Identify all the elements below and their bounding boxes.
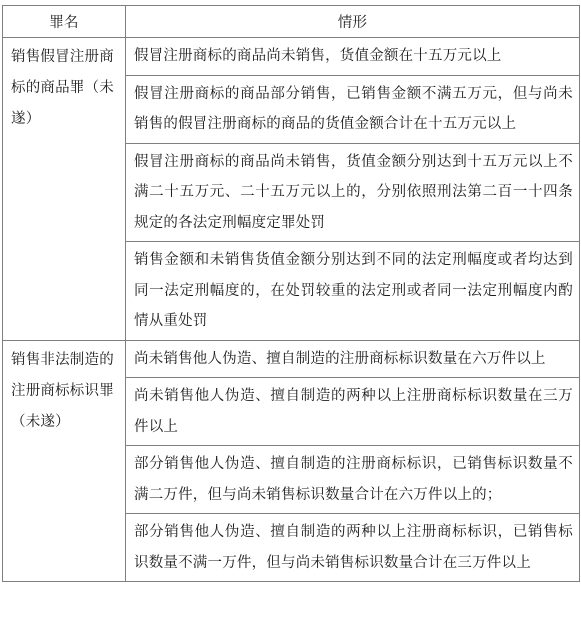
circumstance-cell: 尚未销售他人伪造、擅自制造的注册商标标识数量在六万件以上	[126, 340, 580, 378]
crime-name-cell: 销售非法制造的注册商标标识罪（未遂）	[3, 340, 126, 582]
header-crime-name: 罪名	[3, 6, 126, 38]
crime-name-cell: 销售假冒注册商标的商品罪（未遂）	[3, 38, 126, 341]
circumstance-cell: 尚未销售他人伪造、擅自制造的两种以上注册商标标识数量在三万件以上	[126, 378, 580, 446]
circumstance-cell: 部分销售他人伪造、擅自制造的注册商标标识，已销售标识数量不满二万件，但与尚未销售标识数量合计在六万件以上的；	[126, 446, 580, 514]
circumstance-cell: 假冒注册商标的商品尚未销售，货值金额分别达到十五万元以上不满二十五万元、二十五万元以上的，分别依照刑法第二百一十四条规定的各法定刑幅度定罪处罚	[126, 143, 580, 242]
crime-circumstances-table	[2, 5, 580, 582]
circumstance-cell: 假冒注册商标的商品部分销售，已销售金额不满五万元，但与尚未销售的假冒注册商标的商品的货值金额合计在十五万元以上	[126, 75, 580, 143]
circumstance-cell: 部分销售他人伪造、擅自制造的两种以上注册商标标识，已销售标识数量不满一万件，但与尚未销售标识数量合计在三万件以上	[126, 514, 580, 582]
table-row	[3, 340, 580, 378]
table-row	[3, 38, 580, 76]
header-circumstance: 情形	[126, 6, 580, 38]
circumstance-cell: 假冒注册商标的商品尚未销售，货值金额在十五万元以上	[126, 38, 580, 76]
header-row	[3, 6, 580, 38]
circumstance-cell: 销售金额和未销售货值金额分别达到不同的法定刑幅度或者均达到同一法定刑幅度的，在处罚较重的法定刑或者同一法定刑幅度内酌情从重处罚	[126, 242, 580, 341]
